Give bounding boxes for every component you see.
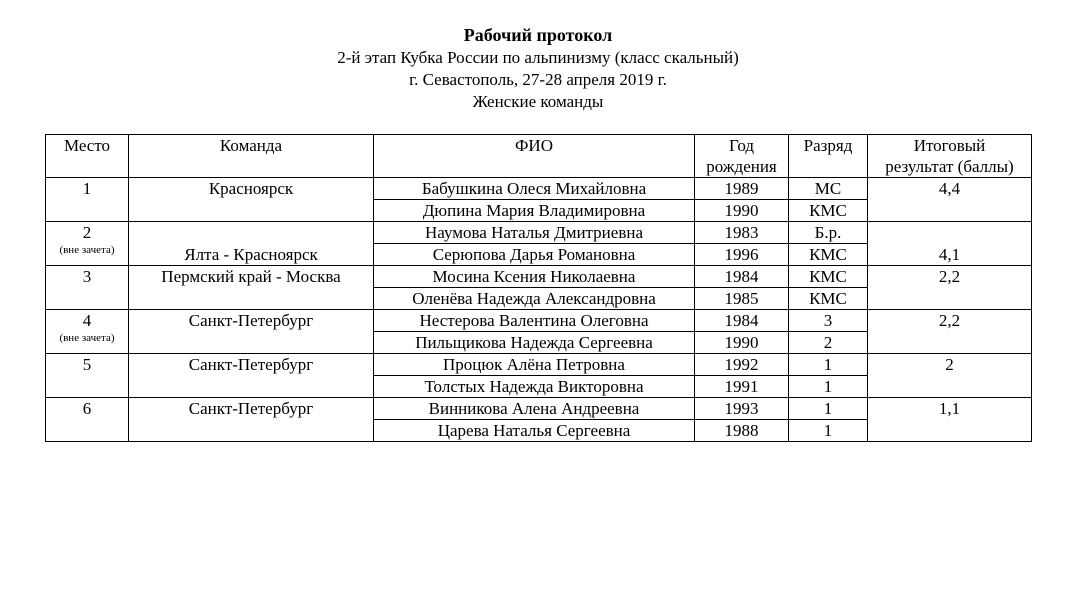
rank-cell: 1 bbox=[789, 354, 868, 376]
fio-cell: Винникова Алена Андреевна bbox=[374, 398, 695, 420]
place-cell bbox=[46, 310, 129, 354]
column-header-place: Место bbox=[46, 135, 129, 178]
place-number: 6 bbox=[82, 399, 92, 418]
table-row bbox=[46, 266, 1032, 288]
column-header-birth-year bbox=[695, 135, 789, 178]
event-name: 2-й этап Кубка России по альпинизму (класс скальный) bbox=[337, 48, 739, 67]
place-cell bbox=[46, 222, 129, 266]
team-cell: Санкт-Петербург bbox=[129, 398, 374, 442]
team-cell: Ялта - Красноярск bbox=[129, 222, 374, 266]
place-cell bbox=[46, 266, 129, 310]
team-cell: Санкт-Петербург bbox=[129, 354, 374, 398]
event-location-date: г. Севастополь, 27-28 апреля 2019 г. bbox=[409, 70, 667, 89]
place-cell bbox=[46, 354, 129, 398]
results-table-body bbox=[46, 178, 1032, 442]
birth-year-cell: 1985 bbox=[695, 288, 789, 310]
fio-cell: Нестерова Валентина Олеговна bbox=[374, 310, 695, 332]
column-header-team: Команда bbox=[129, 135, 374, 178]
rank-cell: 1 bbox=[789, 376, 868, 398]
fio-cell: Толстых Надежда Викторовна bbox=[374, 376, 695, 398]
birth-year-cell: 1990 bbox=[695, 200, 789, 222]
table-row bbox=[46, 178, 1032, 200]
rank-cell: 1 bbox=[789, 420, 868, 442]
rank-cell: 1 bbox=[789, 398, 868, 420]
column-header-birth-line1: Год bbox=[729, 136, 754, 155]
birth-year-cell: 1989 bbox=[695, 178, 789, 200]
result-cell: 2 bbox=[868, 354, 1032, 398]
result-cell: 2,2 bbox=[868, 266, 1032, 310]
rank-cell: 3 bbox=[789, 310, 868, 332]
table-header-row bbox=[46, 135, 1032, 178]
birth-year-cell: 1992 bbox=[695, 354, 789, 376]
results-table bbox=[45, 134, 1032, 442]
team-cell: Красноярск bbox=[129, 178, 374, 222]
fio-cell: Пильщикова Надежда Сергеевна bbox=[374, 332, 695, 354]
fio-cell: Наумова Наталья Дмитриевна bbox=[374, 222, 695, 244]
place-number: 1 bbox=[82, 179, 92, 198]
fio-cell: Мосина Ксения Николаевна bbox=[374, 266, 695, 288]
fio-cell: Дюпина Мария Владимировна bbox=[374, 200, 695, 222]
rank-cell: МС bbox=[789, 178, 868, 200]
birth-year-cell: 1983 bbox=[695, 222, 789, 244]
rank-cell: КМС bbox=[789, 244, 868, 266]
rank-cell: КМС bbox=[789, 200, 868, 222]
table-row bbox=[46, 310, 1032, 332]
team-cell: Санкт-Петербург bbox=[129, 310, 374, 354]
birth-year-cell: 1996 bbox=[695, 244, 789, 266]
place-number: 2 bbox=[82, 223, 92, 242]
column-header-rank: Разряд bbox=[789, 135, 868, 178]
category-label: Женские команды bbox=[472, 92, 604, 111]
column-header-result-line1: Итоговый bbox=[913, 136, 986, 155]
fio-cell: Серюпова Дарья Романовна bbox=[374, 244, 695, 266]
result-cell: 4,1 bbox=[868, 222, 1032, 266]
rank-cell: Б.р. bbox=[789, 222, 868, 244]
result-cell: 1,1 bbox=[868, 398, 1032, 442]
birth-year-cell: 1990 bbox=[695, 332, 789, 354]
result-cell: 4,4 bbox=[868, 178, 1032, 222]
fio-cell: Бабушкина Олеся Михайловна bbox=[374, 178, 695, 200]
document-header bbox=[0, 24, 1076, 113]
place-number: 4 bbox=[82, 311, 92, 330]
team-cell: Пермский край - Москва bbox=[129, 266, 374, 310]
table-row bbox=[46, 222, 1032, 244]
column-header-result bbox=[868, 135, 1032, 178]
fio-cell: Царева Наталья Сергеевна bbox=[374, 420, 695, 442]
place-cell bbox=[46, 178, 129, 222]
column-header-result-line2: результат (баллы) bbox=[885, 157, 1014, 176]
place-number: 5 bbox=[82, 355, 92, 374]
document-title: Рабочий протокол bbox=[463, 25, 613, 45]
birth-year-cell: 1984 bbox=[695, 310, 789, 332]
column-header-fio: ФИО bbox=[374, 135, 695, 178]
rank-cell: КМС bbox=[789, 288, 868, 310]
place-note: (вне зачета) bbox=[59, 244, 115, 256]
table-row bbox=[46, 354, 1032, 376]
fio-cell: Оленёва Надежда Александровна bbox=[374, 288, 695, 310]
place-note: (вне зачета) bbox=[59, 332, 115, 344]
birth-year-cell: 1988 bbox=[695, 420, 789, 442]
birth-year-cell: 1984 bbox=[695, 266, 789, 288]
column-header-birth-line2: рождения bbox=[706, 157, 777, 176]
rank-cell: 2 bbox=[789, 332, 868, 354]
place-number: 3 bbox=[82, 267, 92, 286]
result-cell: 2,2 bbox=[868, 310, 1032, 354]
rank-cell: КМС bbox=[789, 266, 868, 288]
birth-year-cell: 1991 bbox=[695, 376, 789, 398]
table-row bbox=[46, 398, 1032, 420]
birth-year-cell: 1993 bbox=[695, 398, 789, 420]
fio-cell: Процюк Алёна Петровна bbox=[374, 354, 695, 376]
place-cell bbox=[46, 398, 129, 442]
